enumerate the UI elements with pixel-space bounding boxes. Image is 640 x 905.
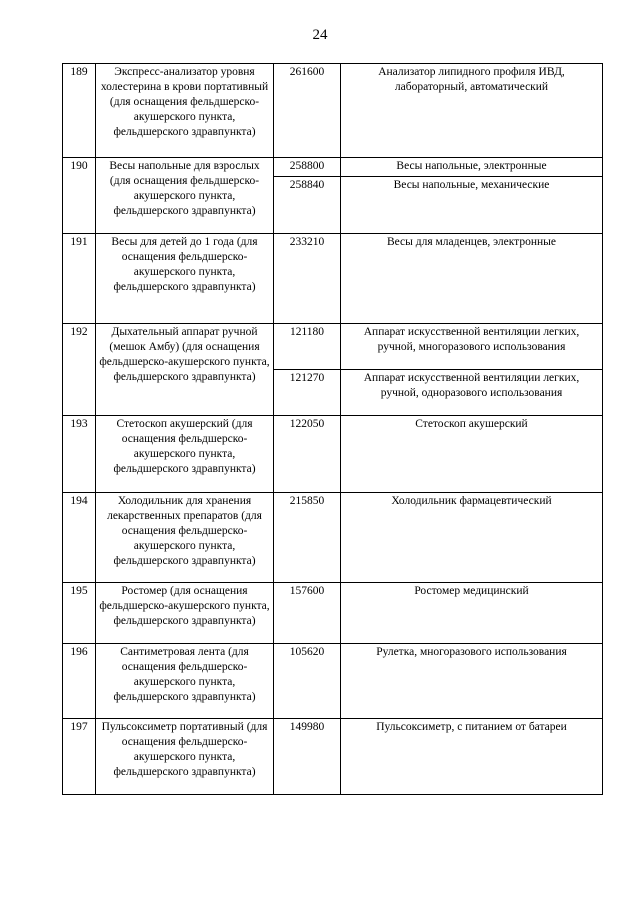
page-number: 24 [312, 27, 328, 43]
equipment-name: Холодильник для хранения лекарственных препаратов (для оснащения фельдшерско-акушерского пункта, фельдшерского здравпункта) [96, 493, 274, 583]
nkmi-code: 258800 [274, 158, 341, 177]
equipment-table [62, 63, 603, 795]
nkmi-code: 121180 [274, 324, 341, 370]
row-number: 195 [63, 583, 96, 644]
equipment-name: Экспресс-анализатор уровня холестерина в крови портативный (для оснащения фельдшерско-акушерского пункта, фельдшерского здравпункта) [96, 64, 274, 158]
equipment-name: Стетоскоп акушерский (для оснащения фельдшерско-акушерского пункта, фельдшерского здравпункта) [96, 416, 274, 493]
nkmi-description: Аппарат искусственной вентиляции легких, ручной, многоразового использования [341, 324, 603, 370]
nkmi-code: 121270 [274, 370, 341, 416]
nkmi-description: Аппарат искусственной вентиляции легких, ручной, одноразового использования [341, 370, 603, 416]
row-number: 197 [63, 719, 96, 795]
table-row [63, 583, 603, 644]
table-row [63, 324, 603, 370]
nkmi-code: 261600 [274, 64, 341, 158]
equipment-name: Весы для детей до 1 года (для оснащения фельдшерско-акушерского пункта, фельдшерского здравпункта) [96, 234, 274, 324]
table-row [63, 719, 603, 795]
row-number: 196 [63, 644, 96, 719]
nkmi-description: Рулетка, многоразового использования [341, 644, 603, 719]
row-number: 189 [63, 64, 96, 158]
nkmi-description: Весы напольные, электронные [341, 158, 603, 177]
nkmi-code: 258840 [274, 177, 341, 234]
nkmi-code: 122050 [274, 416, 341, 493]
nkmi-description: Анализатор липидного профиля ИВД, лабораторный, автоматический [341, 64, 603, 158]
row-number: 192 [63, 324, 96, 416]
nkmi-description: Пульсоксиметр, с питанием от батареи [341, 719, 603, 795]
equipment-name: Весы напольные для взрослых (для оснащения фельдшерско-акушерского пункта, фельдшерского здравпункта) [96, 158, 274, 234]
equipment-name: Сантиметровая лента (для оснащения фельдшерско-акушерского пункта, фельдшерского здравпункта) [96, 644, 274, 719]
equipment-name: Ростомер (для оснащения фельдшерско-акушерского пункта, фельдшерского здравпункта) [96, 583, 274, 644]
row-number: 194 [63, 493, 96, 583]
table-row [63, 416, 603, 493]
nkmi-description: Весы для младенцев, электронные [341, 234, 603, 324]
table-row [63, 644, 603, 719]
table-row [63, 493, 603, 583]
nkmi-code: 157600 [274, 583, 341, 644]
nkmi-code: 233210 [274, 234, 341, 324]
table-row [63, 234, 603, 324]
nkmi-code: 149980 [274, 719, 341, 795]
nkmi-description: Ростомер медицинский [341, 583, 603, 644]
row-number: 193 [63, 416, 96, 493]
nkmi-description: Весы напольные, механические [341, 177, 603, 234]
equipment-name: Пульсоксиметр портативный (для оснащения фельдшерско-акушерского пункта, фельдшерского здравпункта) [96, 719, 274, 795]
nkmi-description: Холодильник фармацевтический [341, 493, 603, 583]
row-number: 190 [63, 158, 96, 234]
nkmi-description: Стетоскоп акушерский [341, 416, 603, 493]
table-row [63, 64, 603, 158]
table-row [63, 158, 603, 177]
row-number: 191 [63, 234, 96, 324]
nkmi-code: 215850 [274, 493, 341, 583]
nkmi-code: 105620 [274, 644, 341, 719]
equipment-name: Дыхательный аппарат ручной (мешок Амбу) (для оснащения фельдшерско-акушерского пункта, фельдшерского здравпункта) [96, 324, 274, 416]
